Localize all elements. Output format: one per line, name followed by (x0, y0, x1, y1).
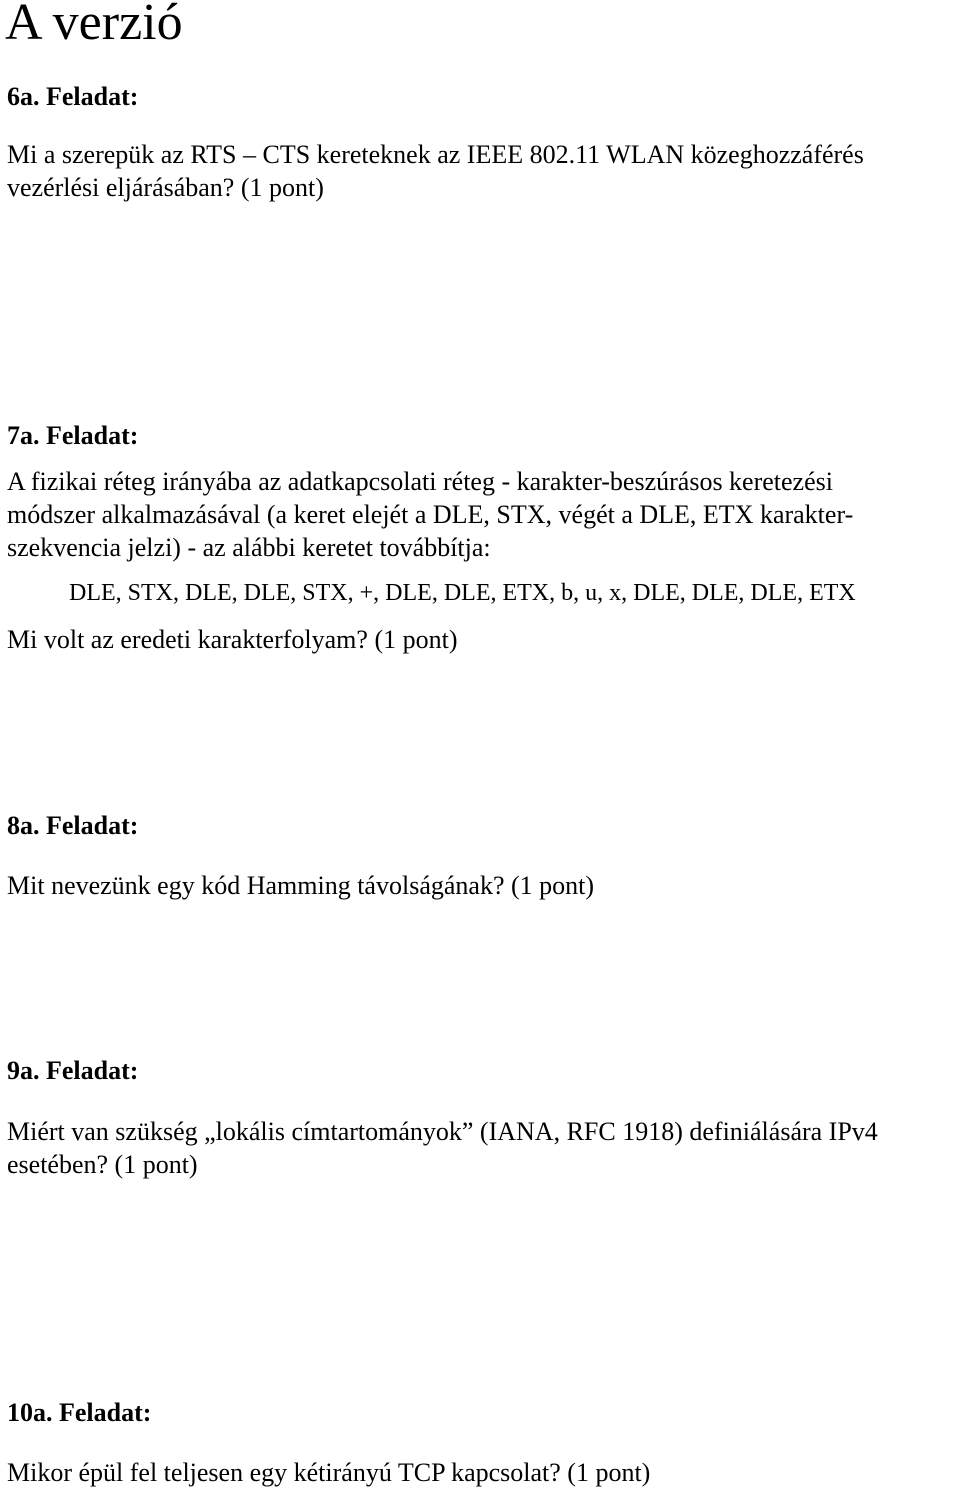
page-title: A verzió (5, 0, 183, 51)
task-7a-text-line-2: módszer alkalmazásával (a keret elejét a DLE, STX, végét a DLE, ETX karakter- (7, 500, 854, 529)
task-8a-text-line-1: Mit nevezünk egy kód Hamming távolságának? (1 pont) (7, 871, 595, 900)
task-6a-text-line-1: Mi a szerepük az RTS – CTS kereteknek az IEEE 802.11 WLAN közeghozzáférés (7, 140, 864, 169)
task-9a-heading: 9a. Feladat: (7, 1056, 139, 1085)
task-6a-heading: 6a. Feladat: (7, 82, 139, 111)
task-7a-text-line-3: szekvencia jelzi) - az alábbi keretet továbbítja: (7, 533, 491, 562)
task-9a-text-line-1: Miért van szükség „lokális címtartományok” (IANA, RFC 1918) definiálására IPv4 (7, 1117, 878, 1146)
task-6a-text-line-2: vezérlési eljárásában? (1 pont) (7, 173, 324, 202)
task-10a-heading: 10a. Feladat: (7, 1398, 152, 1427)
task-7a-char-sequence: DLE, STX, DLE, DLE, STX, +, DLE, DLE, ETX, b, u, x, DLE, DLE, DLE, ETX (69, 580, 856, 606)
task-9a-text-line-2: esetében? (1 pont) (7, 1150, 198, 1179)
task-7a-text-line-1: A fizikai réteg irányába az adatkapcsolati réteg - karakter-beszúrásos keretezési (7, 467, 833, 496)
task-7a-heading: 7a. Feladat: (7, 421, 139, 450)
task-7a-question: Mi volt az eredeti karakterfolyam? (1 pont) (7, 625, 458, 654)
task-8a-heading: 8a. Feladat: (7, 811, 139, 840)
task-10a-text-line-1: Mikor épül fel teljesen egy kétirányú TCP kapcsolat? (1 pont) (7, 1458, 651, 1487)
